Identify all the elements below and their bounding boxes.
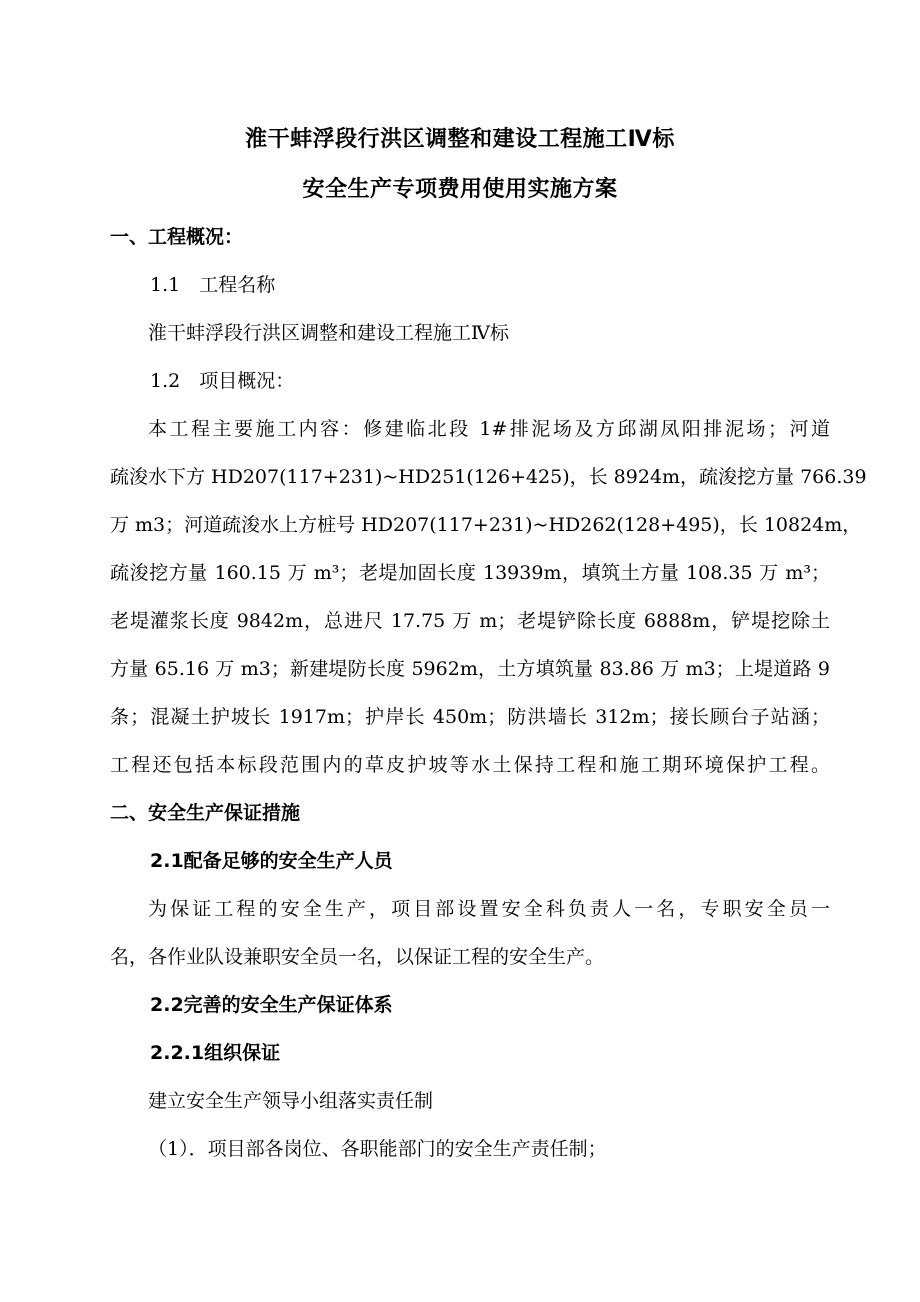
paragraph-line: 工程还包括本标段范围内的草皮护坡等水土保持工程和施工期环境保护工程。 (110, 754, 830, 776)
paragraph-line: 万 m3；河道疏浚水上方桩号 HD207(117+231)~HD262(128+495)，长 10824m， (110, 514, 862, 536)
paragraph-line: 条；混凝土护坡长 1917m；护岸长 450m；防洪墙长 312m；接长顾台子站涵； (110, 706, 830, 728)
section1-2-heading: 1.2 项目概况： (150, 370, 295, 392)
paragraph-line: 名，各作业队设兼职安全员一名，以保证工程的安全生产。 (110, 946, 605, 968)
paragraph-line: 本工程主要施工内容：修建临北段 1#排泥场及方邱湖凤阳排泥场；河道 (148, 418, 830, 440)
section2-heading: 二、安全生产保证措施 (110, 802, 301, 824)
section1-1-text: 淮干蚌浮段行洪区调整和建设工程施工Ⅳ标 (148, 322, 509, 344)
document-title-line2: 安全生产专项费用使用实施方案 (302, 177, 618, 202)
paragraph-line: 疏浚水下方 HD207(117+231)~HD251(126+425)，长 8924m，疏浚挖方量 766.39 (110, 466, 867, 488)
section2-2-heading: 2.2完善的安全生产保证体系 (150, 994, 393, 1016)
section2-1-heading: 2.1配备足够的安全生产人员 (150, 850, 393, 872)
section1-heading: 一、工程概况： (110, 226, 244, 248)
paragraph-line: 方量 65.16 万 m3；新建堤防长度 5962m，土方填筑量 83.86 万 m3；上堤道路 9 (110, 658, 830, 680)
paragraph-line: 老堤灌浆长度 9842m，总进尺 17.75 万 m；老堤铲除长度 6888m，铲堤挖除土 (110, 610, 830, 632)
section1-1-heading: 1.1 工程名称 (150, 274, 276, 296)
section2-2-1-text: 建立安全生产领导小组落实责任制 (148, 1090, 434, 1112)
paragraph-line: 疏浚挖方量 160.15 万 m³；老堤加固长度 13939m，填筑土方量 108.35 万 m³； (110, 562, 830, 584)
list-item: （1）．项目部各岗位、各职能部门的安全生产责任制； (148, 1138, 607, 1160)
document-title-line1: 淮干蚌浮段行洪区调整和建设工程施工Ⅳ标 (245, 127, 675, 152)
section2-2-1-heading: 2.2.1组织保证 (150, 1042, 281, 1064)
paragraph-line: 为保证工程的安全生产，项目部设置安全科负责人一名，专职安全员一 (148, 898, 830, 920)
